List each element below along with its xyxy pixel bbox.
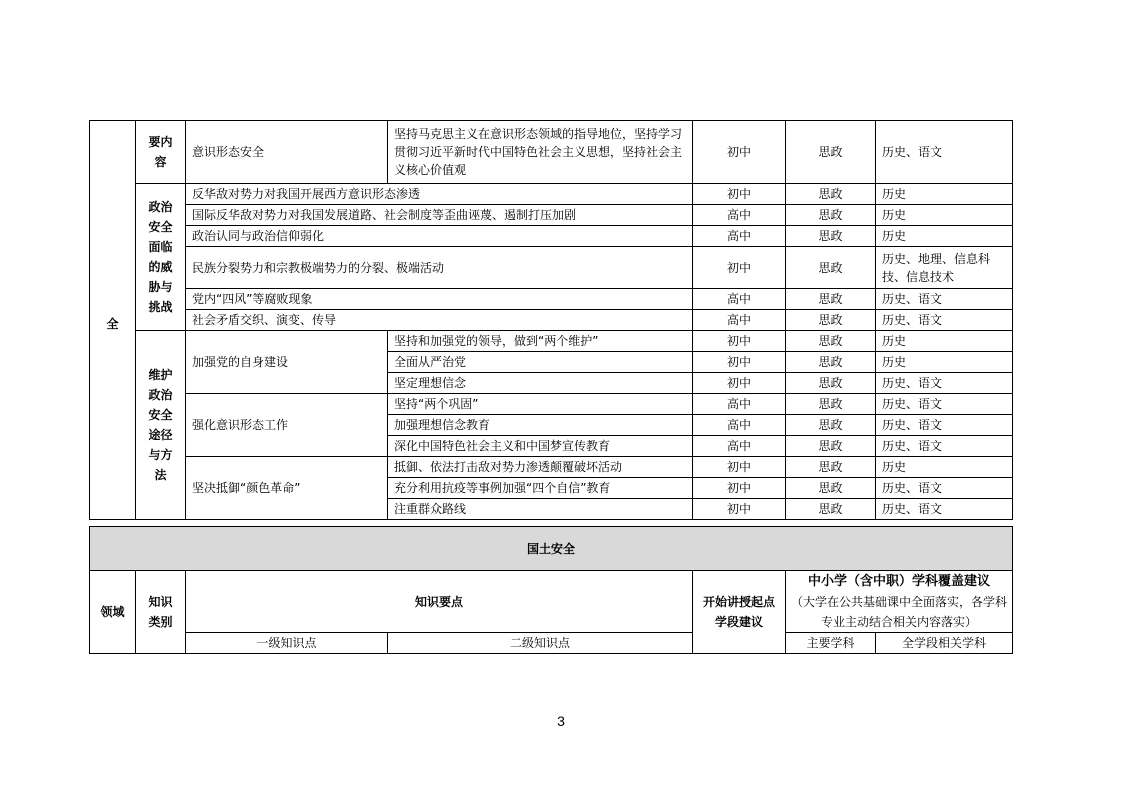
knowledge-point-cell: 政治认同与政治信仰弱化 <box>186 226 693 247</box>
header-points: 知识要点 <box>186 571 693 633</box>
main-subject-cell: 思政 <box>786 352 876 373</box>
main-subject-cell: 思政 <box>786 121 876 184</box>
main-subject-cell: 思政 <box>786 289 876 310</box>
header-category <box>136 571 186 654</box>
header-coverage-note: （大学在公共基础课中全面落实，各学科专业主动结合相关内容落实） <box>791 594 1008 629</box>
header-stage-label: 开始讲授起点学段建议 <box>702 595 775 629</box>
domain-cell: 全 <box>90 121 136 520</box>
header-stage <box>693 571 786 654</box>
knowledge-point-cell: 党内“四风”等腐败现象 <box>186 289 693 310</box>
related-subject-cell: 历史、语文 <box>876 289 1013 310</box>
level2-cell: 注重群众路线 <box>388 499 693 520</box>
section-title: 国土安全 <box>90 527 1013 571</box>
level2-cell: 全面从严治党 <box>388 352 693 373</box>
stage-cell: 高中 <box>693 205 786 226</box>
category-cell <box>136 184 186 331</box>
related-subject-cell: 历史 <box>876 205 1013 226</box>
main-subject-cell: 思政 <box>786 331 876 352</box>
related-subject-cell: 历史、语文 <box>876 121 1013 184</box>
header-related-subject: 全学段相关学科 <box>876 633 1013 654</box>
main-subject-cell: 思政 <box>786 247 876 289</box>
header-coverage <box>786 571 1013 633</box>
stage-cell: 初中 <box>693 478 786 499</box>
stage-cell: 高中 <box>693 310 786 331</box>
related-subject-cell: 历史、语文 <box>876 310 1013 331</box>
category-label: 政治安全面临的威胁与挑战 <box>148 200 173 314</box>
stage-cell: 初中 <box>693 373 786 394</box>
category-label: 要内容 <box>148 135 173 169</box>
main-subject-cell: 思政 <box>786 184 876 205</box>
stage-cell: 初中 <box>693 247 786 289</box>
header-level1: 一级知识点 <box>186 633 388 654</box>
knowledge-point-cell: 民族分裂势力和宗教极端势力的分裂、极端活动 <box>186 247 693 289</box>
related-subject-cell: 历史、语文 <box>876 499 1013 520</box>
section-table <box>89 526 1013 654</box>
level2-cell: 加强理想信念教育 <box>388 415 693 436</box>
stage-cell: 初中 <box>693 352 786 373</box>
main-subject-cell: 思政 <box>786 499 876 520</box>
level1-cell: 坚决抵御“颜色革命” <box>186 457 388 520</box>
level1-cell: 加强党的自身建设 <box>186 331 388 394</box>
related-subject-cell: 历史、语文 <box>876 415 1013 436</box>
stage-cell: 高中 <box>693 289 786 310</box>
related-subject-cell: 历史 <box>876 184 1013 205</box>
related-subject-text: 历史、地理、信息科技、信息技术 <box>882 251 991 284</box>
level1-cell: 意识形态安全 <box>186 121 388 184</box>
main-subject-cell: 思政 <box>786 478 876 499</box>
stage-cell: 初中 <box>693 184 786 205</box>
main-subject-cell: 思政 <box>786 415 876 436</box>
main-subject-cell: 思政 <box>786 457 876 478</box>
level2-cell: 抵御、依法打击敌对势力渗透颠覆破坏活动 <box>388 457 693 478</box>
stage-cell: 初中 <box>693 457 786 478</box>
main-subject-cell: 思政 <box>786 205 876 226</box>
category-label: 维护政治安全途径与方法 <box>148 368 173 482</box>
header-coverage-title: 中小学（含中职）学科覆盖建议 <box>808 573 991 589</box>
level2-text: 坚持马克思主义在意识形态领域的指导地位，坚持学习贯彻习近平新时代中国特色社会主义思想，坚持社会主义核心价值观 <box>394 127 683 177</box>
header-domain: 领域 <box>90 571 136 654</box>
main-subject-cell: 思政 <box>786 436 876 457</box>
header-main-subject: 主要学科 <box>786 633 876 654</box>
main-subject-cell: 思政 <box>786 394 876 415</box>
category-cell <box>136 121 186 184</box>
related-subject-cell: 历史、语文 <box>876 373 1013 394</box>
level2-cell <box>388 121 693 184</box>
related-subject-cell: 历史、语文 <box>876 436 1013 457</box>
level2-cell: 坚持“两个巩固” <box>388 394 693 415</box>
stage-cell: 高中 <box>693 394 786 415</box>
related-subject-cell <box>876 247 1013 289</box>
knowledge-point-cell: 国际反华敌对势力对我国发展道路、社会制度等歪曲诬蔑、遏制打压加剧 <box>186 205 693 226</box>
related-subject-cell: 历史、语文 <box>876 394 1013 415</box>
level2-cell: 充分利用抗疫等事例加强“四个自信”教育 <box>388 478 693 499</box>
stage-cell: 初中 <box>693 121 786 184</box>
main-subject-cell: 思政 <box>786 226 876 247</box>
header-level2: 二级知识点 <box>388 633 693 654</box>
related-subject-cell: 历史 <box>876 352 1013 373</box>
stage-cell: 初中 <box>693 499 786 520</box>
main-subject-cell: 思政 <box>786 373 876 394</box>
stage-cell: 高中 <box>693 226 786 247</box>
related-subject-cell: 历史、语文 <box>876 478 1013 499</box>
knowledge-point-cell: 反华敌对势力对我国开展西方意识形态渗透 <box>186 184 693 205</box>
main-subject-cell: 思政 <box>786 310 876 331</box>
related-subject-cell: 历史 <box>876 457 1013 478</box>
level1-cell: 强化意识形态工作 <box>186 394 388 457</box>
knowledge-table <box>89 120 1013 520</box>
level2-cell: 坚持和加强党的领导，做到“两个维护” <box>388 331 693 352</box>
category-cell <box>136 331 186 520</box>
stage-cell: 高中 <box>693 436 786 457</box>
stage-cell: 初中 <box>693 331 786 352</box>
knowledge-point-cell: 社会矛盾交织、演变、传导 <box>186 310 693 331</box>
related-subject-cell: 历史 <box>876 331 1013 352</box>
level2-cell: 深化中国特色社会主义和中国梦宣传教育 <box>388 436 693 457</box>
stage-cell: 高中 <box>693 415 786 436</box>
related-subject-cell: 历史 <box>876 226 1013 247</box>
header-category-label: 知识类别 <box>148 595 173 629</box>
page-number: 3 <box>557 713 565 729</box>
level2-cell: 坚定理想信念 <box>388 373 693 394</box>
